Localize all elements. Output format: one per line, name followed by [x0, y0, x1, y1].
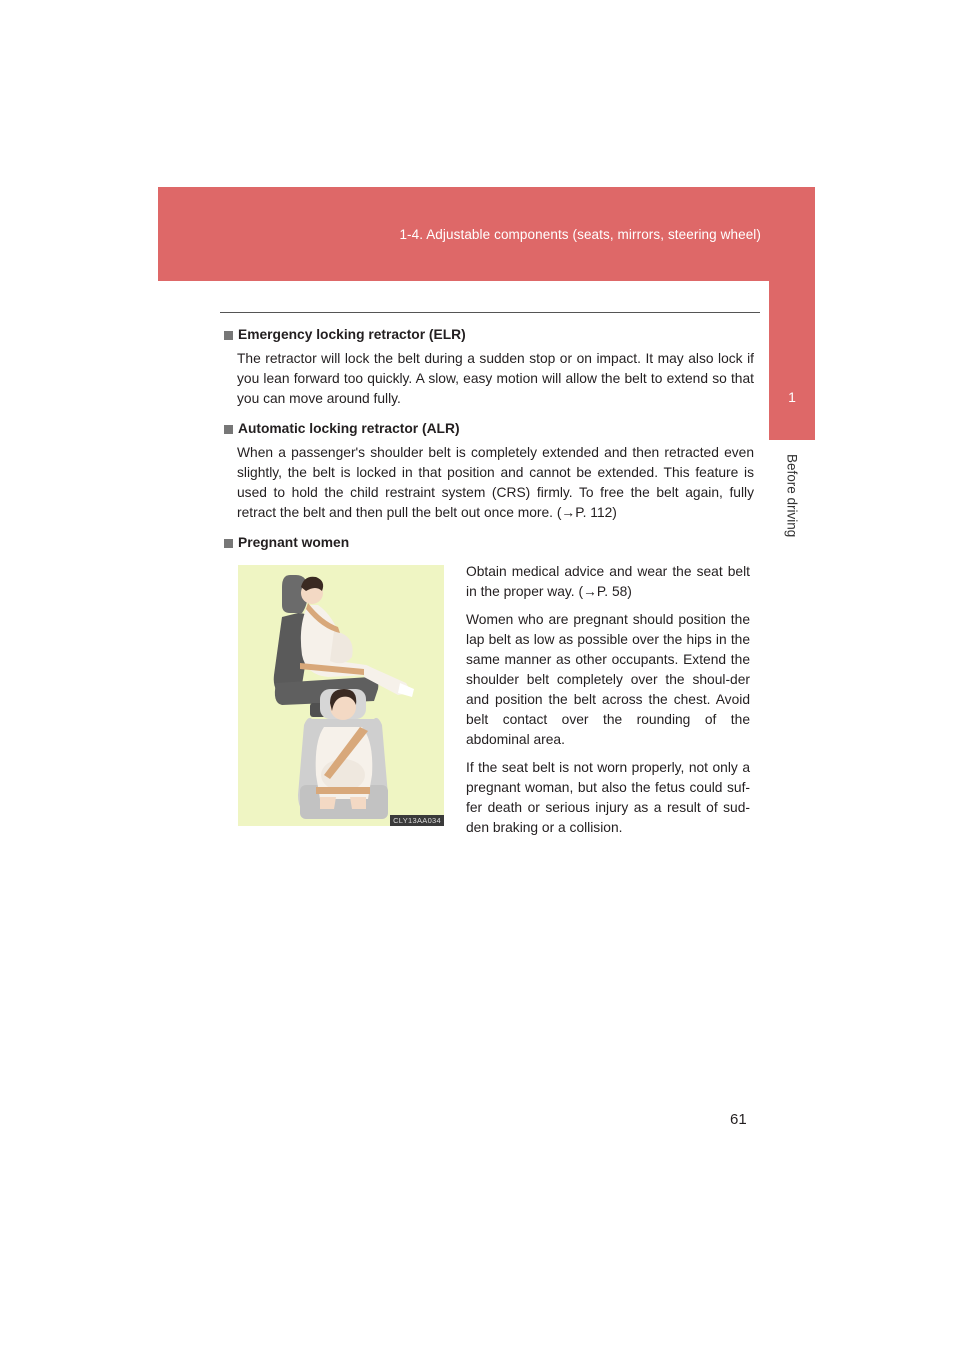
header-rule	[220, 312, 760, 313]
section-heading	[224, 325, 754, 345]
pregnant-women-text	[466, 562, 750, 846]
section-paragraph: The retractor will lock the belt during a sudden stop or on impact. It may also lock if you lean forward too quickly. A slow, easy motion will allow the belt to extend so that you can move around fully.	[237, 351, 754, 406]
section-title: 1-4. Adjustable components (seats, mirrors, steering wheel)	[399, 227, 761, 242]
square-bullet-icon	[224, 331, 233, 340]
heading-text: Emergency locking retractor (ELR)	[238, 327, 466, 342]
section-heading	[224, 419, 754, 439]
figure-code: CLY13AA034	[390, 815, 444, 826]
section-pregnant	[224, 533, 754, 553]
page-number: 61	[730, 1111, 747, 1128]
pregnant-seatbelt-drawing	[238, 565, 444, 826]
seatbelt-illustration	[238, 565, 444, 826]
main-content	[224, 325, 754, 563]
paragraph: Women who are pregnant should position the lap belt as low as possible over the hips in the same manner as other occupants. Extend the shoulder belt completely over the shoul-der and position the belt across the chest. Avoid belt contact over the rounding of the abdominal area.	[466, 612, 750, 747]
square-bullet-icon	[224, 425, 233, 434]
square-bullet-icon	[224, 539, 233, 548]
chapter-title-text: Before driving	[784, 454, 800, 538]
chapter-tab	[769, 187, 815, 440]
chapter-title	[769, 454, 815, 604]
section-elr	[224, 325, 754, 409]
heading-text: Automatic locking retractor (ALR)	[238, 421, 460, 436]
paragraph: If the seat belt is not worn properly, not only a pregnant woman, but also the fetus could suf-fer death or serious injury as a result of sud-den braking or a collision.	[466, 760, 750, 835]
paragraph: Obtain medical advice and wear the seat belt in the proper way. (→P. 58)	[466, 564, 750, 599]
heading-text: Pregnant women	[238, 535, 350, 550]
section-paragraph: When a passenger's shoulder belt is completely extended and then retracted even slightly, the belt is locked in that position and cannot be extended. This feature is used to hold the child restraint system (CRS) firmly. To free the belt again, fully retract the belt and then pull the belt out once more. (→P. 112)	[237, 445, 754, 520]
section-alr	[224, 419, 754, 523]
chapter-number: 1	[788, 389, 796, 405]
chapter-header-band	[158, 187, 801, 281]
section-heading	[224, 533, 754, 553]
